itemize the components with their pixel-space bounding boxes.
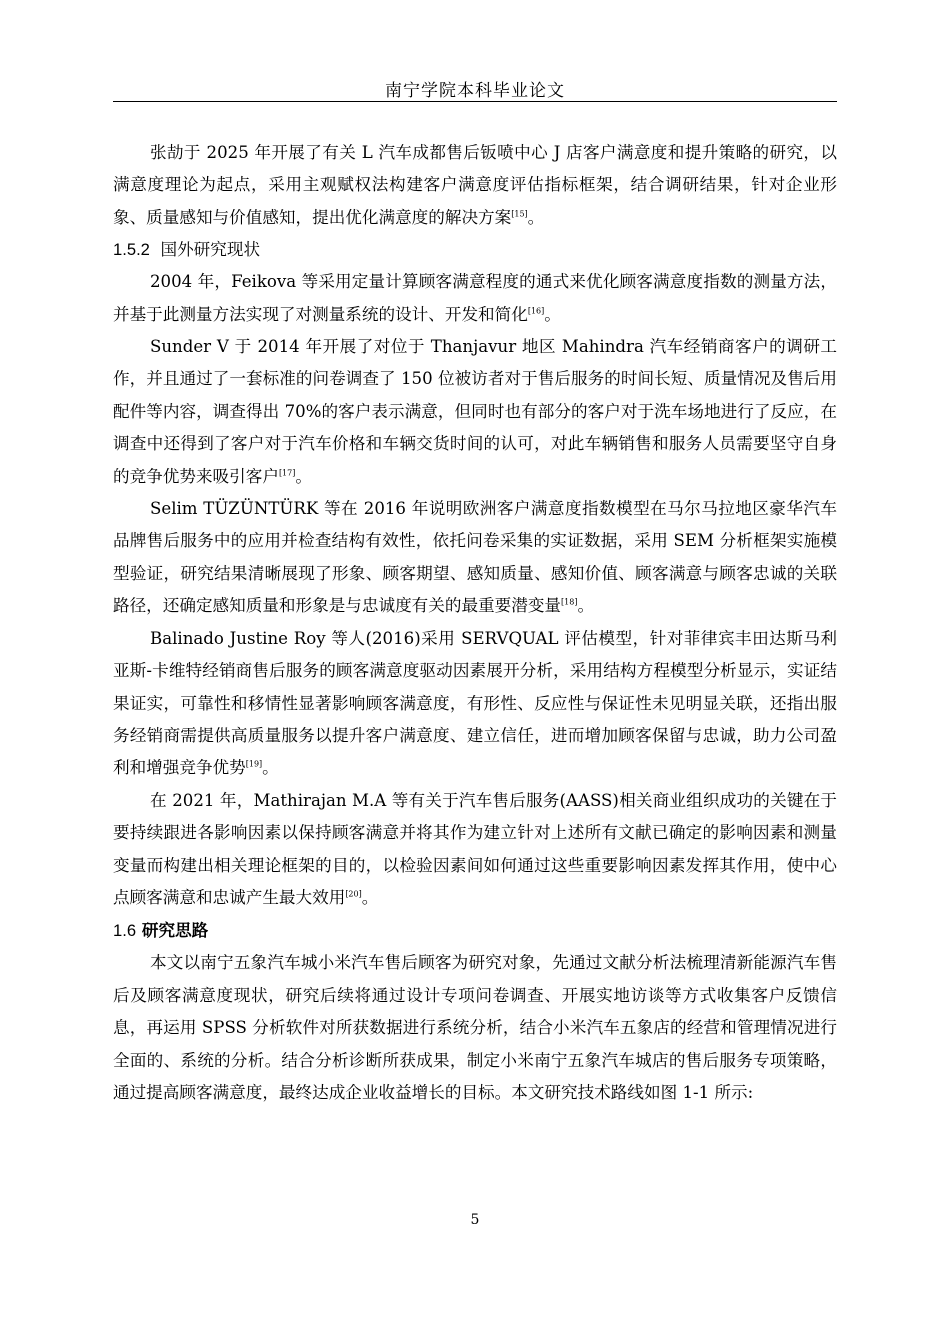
paragraph-text: Selim TÜZÜNTÜRK 等在 2016 年说明欧洲客户满意度指数模型在马尔马拉地区豪华汽车品牌售后服务中的应用并检查结构有效性，依托问卷采集的实证数据，采用 SEM 分析框架实施模型验证，研究结果清晰展现了形象、顾客期望、感知质量、感知价值、顾客满意与顾客忠诚的关联路径，还确定感知质量和形象是与忠诚度有关的最重要潜变量 bbox=[113, 499, 837, 616]
paragraph-6 bbox=[113, 785, 837, 915]
citation-20: [20] bbox=[345, 889, 362, 899]
paragraph-end: 。 bbox=[527, 207, 545, 227]
header-title: 南宁学院本科毕业论文 bbox=[385, 81, 565, 101]
paragraph-end: 。 bbox=[361, 887, 379, 907]
paragraph-end: 。 bbox=[295, 466, 312, 486]
citation-19: [19] bbox=[245, 759, 263, 769]
page-number: 5 bbox=[470, 1212, 480, 1228]
paragraph-end: 。 bbox=[262, 758, 279, 778]
paragraph-2 bbox=[113, 266, 837, 331]
citation-17: [17] bbox=[278, 468, 296, 478]
paragraph-4 bbox=[113, 493, 837, 623]
paragraph-text: Sunder V 于 2014 年开展了对位于 Thanjavur 地区 Mahindra 汽车经销商客户的调研工作，并且通过了一套标准的问卷调查了 150 位被访者对于售后服务的时间长短、质量情况及售后用配件等内容，调查得出 70%的客户表示满意，但同时也有部分的客户对于洗车场地进行了反应，在调查中还得到了客户对于汽车价格和车辆交货时间的认可，对此车辆销售和服务人员需要坚守自身的竞争优势来吸引客户 bbox=[113, 337, 837, 486]
section-number: 1.5.2 bbox=[113, 240, 150, 260]
paragraph-end: 。 bbox=[544, 304, 561, 324]
paragraph-end: 。 bbox=[577, 596, 595, 616]
section-title: 国外研究现状 bbox=[160, 240, 261, 260]
citation-18: [18] bbox=[561, 597, 578, 607]
paragraph-3 bbox=[113, 331, 837, 493]
header-rule bbox=[113, 101, 837, 102]
citation-16: [16] bbox=[527, 306, 545, 316]
paragraph-7 bbox=[113, 947, 837, 1109]
page-body bbox=[113, 137, 837, 1109]
paragraph-text: 在 2021 年，Mathirajan M.A 等有关于汽车售后服务(AASS)相关商业组织成功的关键在于要持续跟进各影响因素以保持顾客满意并将其作为建立针对上述所有文献已确定的影响因素和测量变量而构建出相关理论框架的目的，以检验因素间如何通过这些重要影响因素发挥其作用，使中心点顾客满意和忠诚产生最大效用 bbox=[113, 790, 837, 907]
citation-15: [15] bbox=[511, 209, 528, 219]
paragraph-text: 2004 年，Feikova 等采用定量计算顾客满意程度的通式来优化顾客满意度指数的测量方法，并基于此测量方法实现了对测量系统的设计、开发和简化 bbox=[113, 272, 837, 324]
paragraph-5 bbox=[113, 623, 837, 785]
paragraph-1 bbox=[113, 137, 837, 234]
section-heading-1-6 bbox=[113, 914, 837, 947]
section-title: 研究思路 bbox=[141, 920, 209, 941]
paragraph-text: Balinado Justine Roy 等人(2016)采用 SERVQUAL 评估模型，针对菲律宾丰田达斯马利亚斯-卡维特经销商售后服务的顾客满意度驱动因素展开分析，采用结构方程模型分析显示，实证结果证实，可靠性和移情性显著影响顾客满意度，有形性、反应性与保证性未见明显关联，还指出服务经销商需提供高质量服务以提升客户满意度、建立信任，进而增加顾客保留与忠诚，助力公司盈利和增强竞争优势 bbox=[113, 628, 837, 778]
paragraph-text: 张劼于 2025 年开展了有关 L 汽车成都售后钣喷中心 J 店客户满意度和提升策略的研究，以满意度理论为起点，采用主观赋权法构建客户满意度评估指标框架，结合调研结果，针对企业形象、质量感知与价值感知，提出优化满意度的解决方案 bbox=[113, 143, 837, 227]
paragraph-text: 本文以南宁五象汽车城小米汽车售后顾客为研究对象，先通过文献分析法梳理清新能源汽车售后及顾客满意度现状，研究后续将通过设计专项问卷调查、开展实地访谈等方式收集客户反馈信息，再运用 SPSS 分析软件对所获数据进行系统分析，结合小米汽车五象店的经营和管理情况进行全面的、系统的分析。结合分析诊断所获成果，制定小米南宁五象汽车城店的售后服务专项策略，通过提高顾客满意度，最终达成企业收益增长的目标。本文研究技术路线如图 1-1 所示: bbox=[113, 953, 837, 1102]
section-heading-1-5-2 bbox=[113, 234, 837, 266]
section-number: 1.6 bbox=[113, 921, 137, 941]
